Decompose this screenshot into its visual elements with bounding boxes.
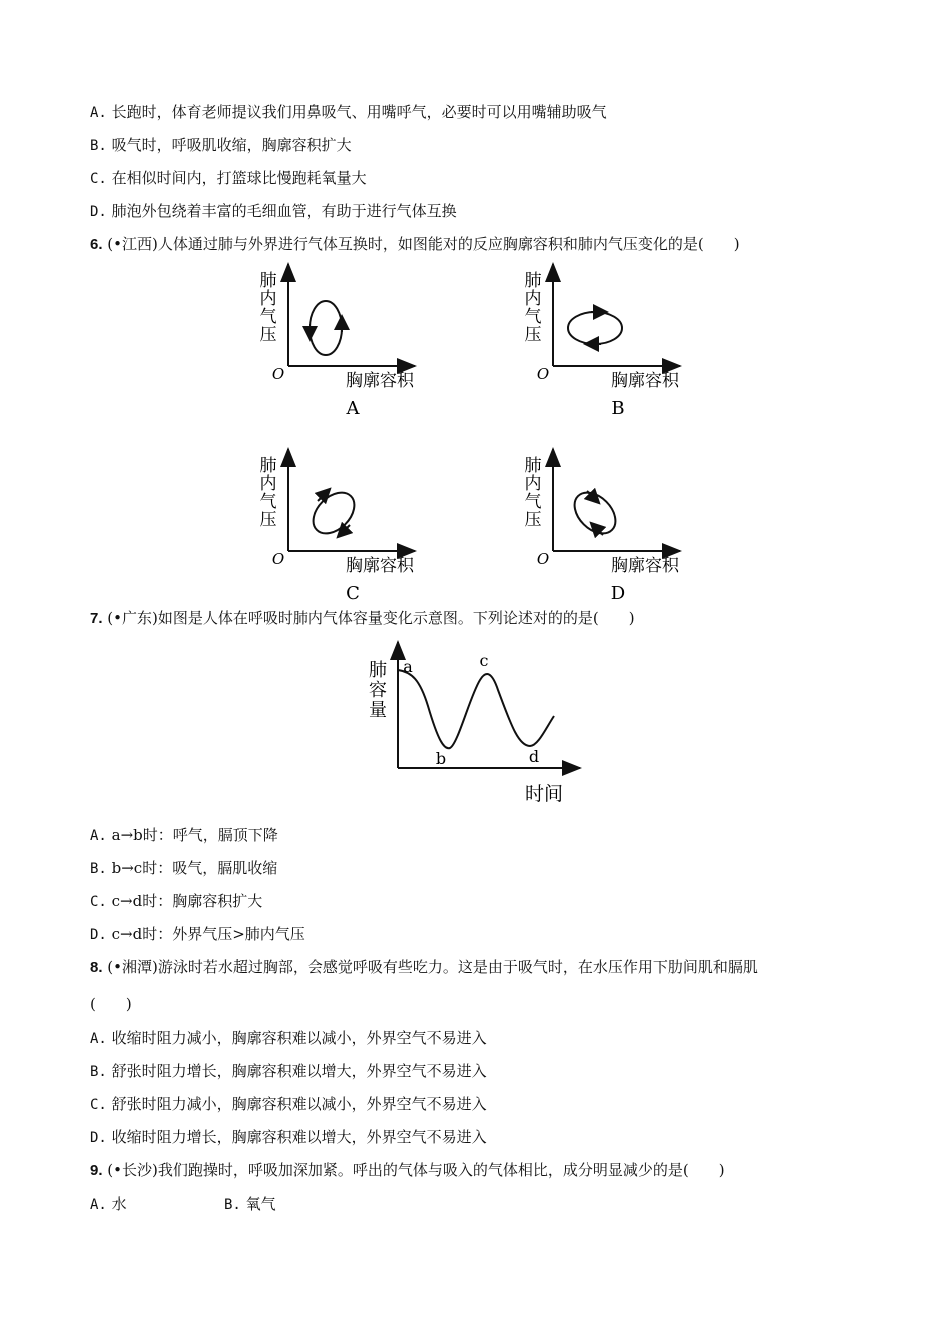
panel-d [525,449,681,603]
panel-label: C [346,583,360,603]
option-text: 氧气 [245,1195,276,1213]
q8-option-a [90,1028,487,1049]
panel-label: B [611,398,625,419]
q7-figure [358,636,598,808]
option-text: 在相似时间内，打篮球比慢跑耗氧量大 [111,169,367,187]
option-text: b→c时：吸气，膈肌收缩 [111,859,278,877]
option-letter: C. [90,1097,107,1113]
option-text: 收缩时阻力减小，胸廓容积难以减小，外界空气不易进入 [111,1029,487,1047]
lung-volume-curve [398,670,554,748]
q5-option-b [90,135,352,156]
y-label-char: 内 [259,289,277,309]
q5-option-c [90,168,367,189]
y-label-char: 肺 [259,456,277,476]
point-label: a [403,657,413,676]
option-text: a→b时：呼气，膈顶下降 [111,826,278,844]
option-text: 肺泡外包绕着丰富的毛细血管，有助于进行气体互换 [111,202,457,220]
y-label-char: 内 [524,289,542,309]
panel-a [260,264,416,419]
q8-option-d [90,1127,487,1148]
point-label: b [435,749,447,768]
y-label-char: 气 [259,307,277,327]
y-label-char: 压 [259,510,277,530]
y-label-char: 内 [259,474,277,494]
option-letter: D. [90,927,107,943]
option-text: 长跑时，体育老师提议我们用鼻吸气、用嘴呼气，必要时可以用嘴辅助吸气 [111,103,607,121]
panel-c [260,449,416,603]
y-label-char: 量 [369,700,387,721]
q9-stem [90,1160,725,1181]
x-axis-label: 胸廓容积 [346,371,414,391]
option-text: 舒张时阻力增长，胸廓容积难以增大，外界空气不易进入 [111,1062,487,1080]
y-label-char: 肺 [524,271,542,291]
y-label-char: 肺 [524,456,542,476]
option-letter: A. [90,1031,107,1047]
question-number: 8. [90,959,103,976]
q9-option-b [224,1194,276,1215]
q5-option-d [90,201,457,222]
option-letter: A. [90,1197,107,1213]
option-letter: C. [90,171,107,187]
option-letter: C. [90,894,107,910]
answer-blank: ( ) [90,995,132,1013]
option-letter: B. [90,138,107,154]
option-text: 水 [111,1195,127,1213]
point-label: c [479,651,489,670]
y-label-char: 压 [524,510,542,530]
point-label: d [528,747,540,766]
q7-option-d [90,924,305,945]
option-text: 舒张时阻力减小，胸廓容积难以减小，外界空气不易进入 [111,1095,487,1113]
origin-label: O [536,550,550,568]
question-text: (•广东)如图是人体在呼吸时肺内气体容量变化示意图。下列论述对的的是( ) [107,609,635,627]
option-text: c→d时：外界气压>肺内气压 [111,925,305,943]
x-axis-label: 胸廓容积 [611,371,679,391]
y-label-char: 气 [259,492,277,512]
panel-b [525,264,681,419]
q8-stem [90,957,758,978]
question-number: 6. [90,236,103,253]
question-text: (•湘潭)游泳时若水超过胸部，会感觉呼吸有些吃力。这是由于吸气时，在水压作用下肋间肌和膈肌 [107,958,758,976]
question-number: 9. [90,1162,103,1179]
q6-figure [250,258,710,603]
q6-stem [90,234,740,255]
q7-option-b [90,858,277,879]
q5-option-a [90,102,607,123]
option-letter: A. [90,828,107,844]
y-label-char: 压 [524,325,542,345]
x-axis-label: 胸廓容积 [346,556,414,576]
q7-stem [90,608,635,629]
q8-option-b [90,1061,487,1082]
x-axis-label: 时间 [524,783,564,805]
origin-label: O [271,365,285,383]
option-letter: A. [90,105,107,121]
option-letter: B. [90,861,107,877]
y-label-char: 气 [524,492,542,512]
option-text: 吸气时，呼吸肌收缩，胸廓容积扩大 [111,136,352,154]
y-label-char: 内 [524,474,542,494]
q8-option-c [90,1094,487,1115]
origin-label: O [536,365,550,383]
option-letter: D. [90,1130,107,1146]
x-axis-label: 胸廓容积 [611,556,679,576]
question-number: 7. [90,610,103,627]
y-label-char: 肺 [369,660,387,681]
option-letter: D. [90,204,107,220]
y-label-char: 肺 [259,271,277,291]
y-label-char: 压 [259,325,277,345]
panel-label: D [610,583,626,603]
y-label-char: 容 [369,680,387,701]
option-text: c→d时：胸廓容积扩大 [111,892,263,910]
y-label-char: 气 [524,307,542,327]
origin-label: O [271,550,285,568]
option-letter: B. [90,1064,107,1080]
question-text: (•江西)人体通过肺与外界进行气体互换时，如图能对的反应胸廓容积和肺内气压变化的是( ) [107,235,740,253]
option-letter: B. [224,1197,241,1213]
option-text: 收缩时阻力增长，胸廓容积难以增大，外界空气不易进入 [111,1128,487,1146]
q7-option-c [90,891,262,912]
q8-stem-blank [90,994,132,1014]
question-text: (•长沙)我们跑操时，呼吸加深加紧。呼出的气体与吸入的气体相比，成分明显减少的是( ) [107,1161,725,1179]
q7-option-a [90,825,278,846]
panel-label: A [346,398,360,419]
q9-option-a [90,1194,127,1215]
